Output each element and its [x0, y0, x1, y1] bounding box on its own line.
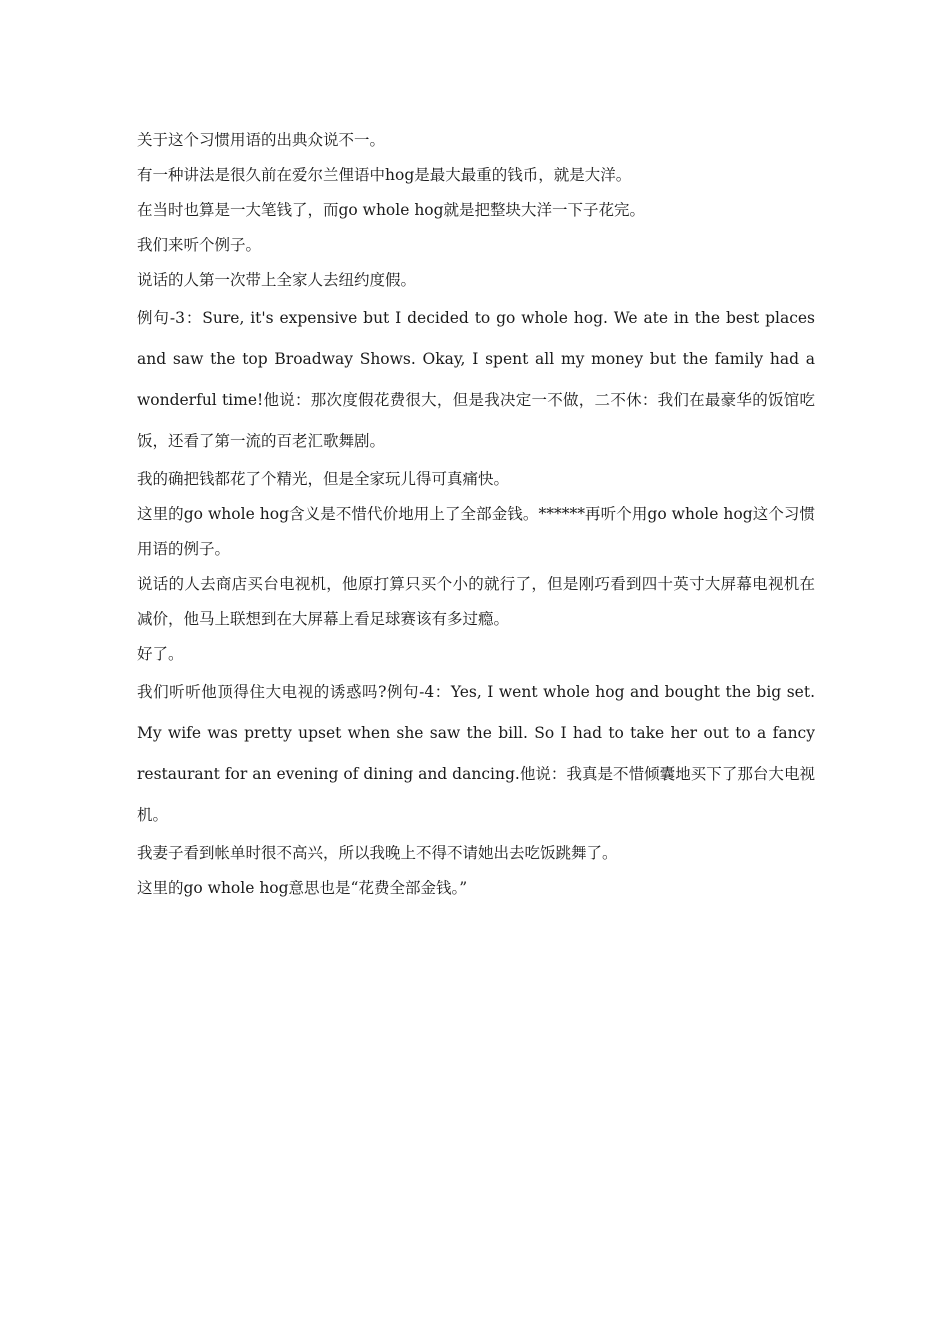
paragraph: 在当时也算是一大笔钱了，而go whole hog就是把整块大洋一下子花完。 — [137, 201, 646, 219]
paragraph: 这里的go whole hog含义是不惜代价地用上了全部金钱。******再听个用go whole hog这个习惯用语的例子。 — [137, 505, 815, 558]
paragraph: 说话的人第一次带上全家人去纽约度假。 — [137, 271, 417, 289]
paragraph: 这里的go whole hog意思也是“花费全部金钱。” — [137, 879, 468, 897]
paragraph: 有一种讲法是很久前在爱尔兰俚语中hog是最大最重的钱币，就是大洋。 — [137, 166, 632, 184]
paragraph: 我们听听他顶得住大电视的诱惑吗?例句-4：Yes, I went whole hog and bought the big set. My wife was pretty upset when she saw the bill. So I had to take her out to a fancy restaurant for an evening of dining and dancing.他说：我真是不惜倾囊地买下了那台大电视机。 — [137, 683, 815, 824]
paragraph: 例句-3：Sure, it's expensive but I decided to go whole hog. We ate in the best places and saw the top Broadway Shows. Okay, I spent all my money but the family had a wonderful time!他说：那次度假花费很大，但是我决定一不做，二不休：我们在最豪华的饭馆吃饭，还看了第一流的百老汇歌舞剧。 — [137, 309, 815, 450]
paragraph: 关于这个习惯用语的出典众说不一。 — [137, 131, 386, 149]
paragraph: 好了。 — [137, 645, 184, 663]
paragraph: 我们来听个例子。 — [137, 236, 262, 254]
paragraph: 我的确把钱都花了个精光，但是全家玩儿得可真痛快。 — [137, 470, 510, 488]
paragraph: 说话的人去商店买台电视机，他原打算只买个小的就行了，但是刚巧看到四十英寸大屏幕电视机在减价，他马上联想到在大屏幕上看足球赛该有多过瘾。 — [137, 575, 815, 628]
document-body — [137, 123, 815, 906]
paragraph: 我妻子看到帐单时很不高兴，所以我晚上不得不请她出去吃饭跳舞了。 — [137, 844, 618, 862]
